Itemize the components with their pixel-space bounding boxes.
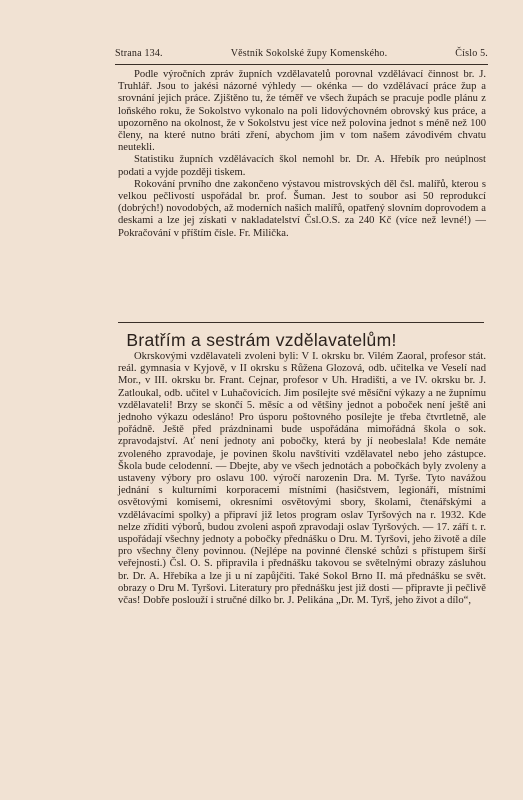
page-number: Strana 134.: [115, 48, 163, 59]
running-header: [115, 48, 488, 59]
article-text: [118, 351, 486, 607]
journal-title: Věstník Sokolské župy Komenského.: [230, 48, 388, 59]
paragraph: Podle výročních zpráv župních vzdělavatelů porovnal vzdělávací činnost br. J. Truhlář. Jsou to jakési názorné výhledy — okénka — do vzdělávací práce žup a srovnání jejich práce. Zjištěno tu, že téměř ve všech župách se pracuje podle plánu z loňského roku, že Sokolstvo vykonalo na poli lidovýchovném obrovský kus práce, a upozorněno na okolnost, že v Sokolstvu jest více než polovina jednot s méně než 100 členy, na které nutno bráti zření, abychom jim v tom našem závodivém chvatu neutekli.: [118, 69, 486, 154]
report-text: [118, 69, 486, 240]
header-rule: [115, 64, 488, 65]
paragraph: Okrskovými vzdělavateli zvoleni byli: V I. okrsku br. Vilém Zaoral, profesor stát. reál. gymnasia v Kyjově, v II okrsku s Růžena Glozová, odb. učitelka ve Veselí nad Mor., v III. okrsku br. Frant. Cejnar, profesor v Uh. Hradišti, a ve IV. okrsku br. J. Zatloukal, odb. učitel v Luhačovicích. Jim posílejte své měsíční výkazy a ne župnímu vzdělavateli! Brzy se skončí 5. měsíc a od většiny jednot a poboček není ještě ani jednoho výkazu odesláno! Pro úsporu poštovného posílejte je třeba čtvrtletně, ale pořádně. Ještě před prázdninami bude uspořádána mimořádná škola o sok. zpravodajství. Ať není jednoty ani pobočky, která by jí neobeslala! Kde nemáte zvoleného zpravodaje, je povinen školu navštíviti vzdělavatel nebo jeho zástupce. Škola bude celodenní. — Dbejte, aby ve všech jednotách a pobočkách byly zvoleny a ustaveny výbory pro oslavu 100. výročí narozenin Dra. M. Tyrše. Tyto navážou jednání s kulturními korporacemi místními (hasičstvem, legionáři, místními osvětovými komisemi, okresními osvětovými sbory, školami, čtenářskými a vzdělávacími spolky) a připraví již letos program oslav Tyršových na r. 1932. Kde nelze zříditi výborů, budou zvoleni aspoň zpravodaji oslav Tyršových. — 17. září t. r. uspořádají všechny jednoty a pobočky přednášku o Dru. M. Tyršovi, jeho životě a díle pro všechny členy povinnou. (Nejlépe na povinné členské schůzi s přístupem širší veřejnosti.) Čsl. O. S. připravila i přednášku takovou se světelnými obrazy zásluhou br. Dr. A. Hřebíka a lze ji u ní zapůjčiti. Také Sokol Brno II. má přednášku se svět. obrazy o Dru M. Tyršovi. Literatury pro přednášku jest již dosti — připravte ji pečlivě včas! Dobře poslouží i stručné dílko br. J. Pelikána „Dr. M. Tyrš, jeho život a dílo“,: [118, 351, 486, 607]
issue-number: Číslo 5.: [455, 48, 488, 59]
paragraph: Statistiku župních vzdělávacích škol nemohl br. Dr. A. Hřebík pro neúplnost podati a vyjde později tiskem.: [118, 154, 486, 178]
section-title: Bratřím a sestrám vzdělavatelům!: [126, 330, 397, 350]
paragraph: Rokování prvního dne zakončeno výstavou mistrovských děl čsl. malířů, kterou s velkou pečlivostí uspořádal br. prof. Šuman. Jest to soubor asi 50 reprodukcí (dobrých!) novodobých, až moderních našich malířů, opatřený slovním doprovodem a deskami a lze jej získati v nakladatelství Čsl.O.S. za 240 Kč (více než levné!) — Pokračování v příštím čísle. Fr. Milička.: [118, 178, 486, 239]
